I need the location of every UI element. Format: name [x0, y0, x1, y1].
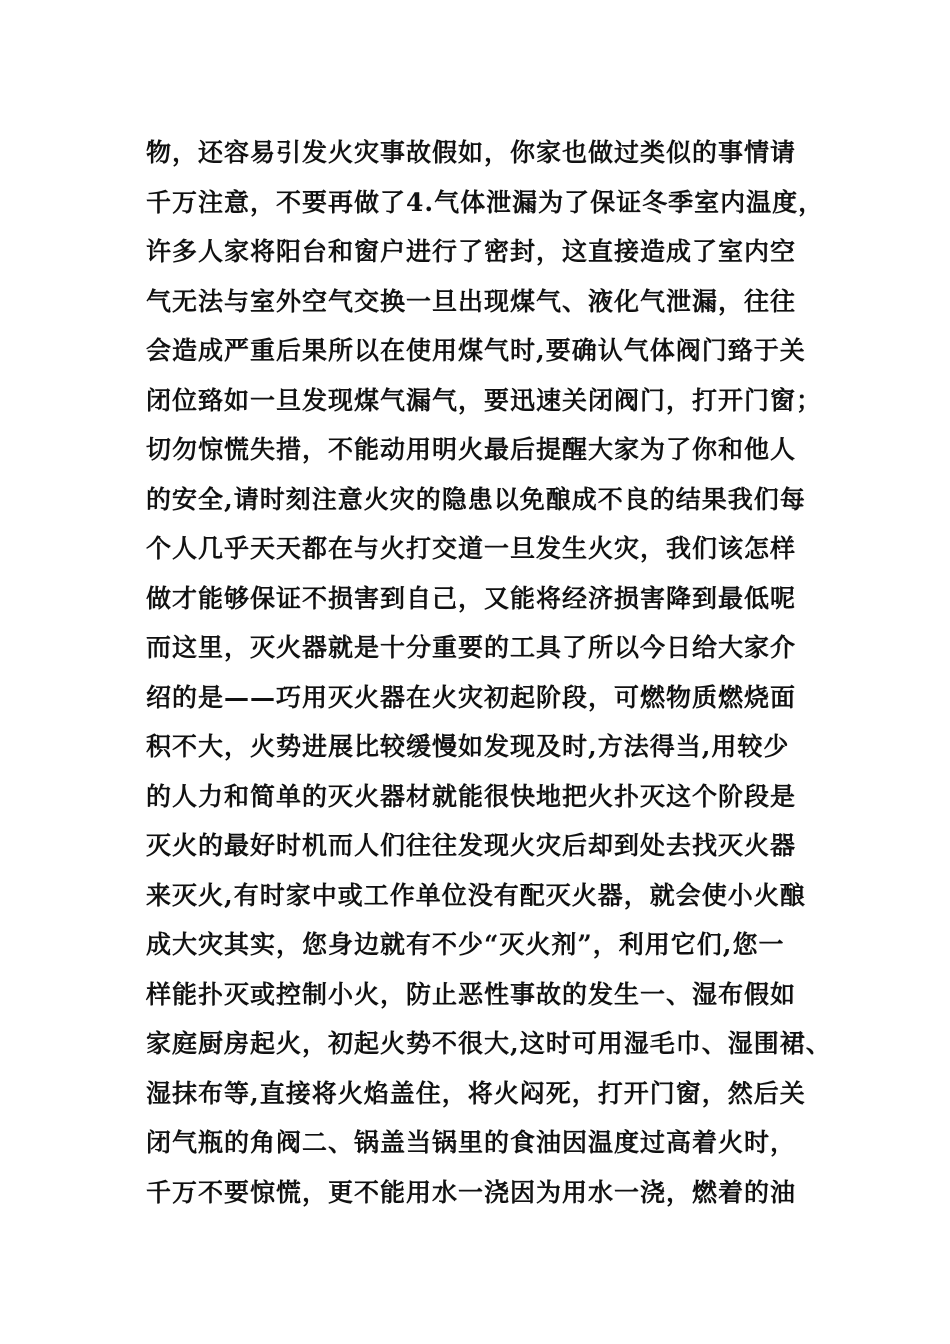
text-line-13: 积不大，火势进展比较缓慢如发现及时,方法得当,用较少: [146, 732, 790, 761]
text-line-11: 而这里，灭火器就是十分重要的工具了所以今日给大家介: [146, 633, 797, 662]
text-line-14: 的人力和简单的灭火器材就能很快地把火扑灭这个阶段是: [146, 781, 797, 811]
text-line-21: 闭气瓶的角阀二、锅盖当锅里的食油因温度过高着火时，: [146, 1128, 797, 1157]
text-line-8: 的安全,请时刻注意火灾的隐患以免酿成不良的结果我们每: [146, 484, 806, 514]
text-line-22: 千万不要惊慌，更不能用水一浇因为用水一浇，燃着的油: [146, 1177, 797, 1207]
text-line-1: 物，还容易引发火灾事故假如，你家也做过类似的事情请: [146, 138, 797, 167]
text-line-18: 样能扑灭或控制小火，防止恶性事故的发生一、湿布假如: [146, 979, 797, 1009]
body-text: [146, 128, 832, 1217]
text-line-9: 个人几乎天天都在与火打交道一旦发生火灾，我们该怎样: [146, 534, 797, 563]
text-line-12: 绍的是——巧用灭火器在火灾初起阶段，可燃物质燃烧面: [146, 682, 797, 712]
text-line-7: 切勿惊慌失措，不能动用明火最后提醒大家为了你和他人: [146, 435, 797, 464]
text-line-5: 会造成严重后果所以在使用煤气时,要确认气体阀门臵于关: [146, 336, 806, 365]
text-line-10: 做才能够保证不损害到自己，又能将经济损害降到最低呢: [146, 583, 797, 613]
text-line-15: 灭火的最好时机而人们往往发现火灾后却到处去找灭火器: [146, 831, 797, 860]
text-line-19: 家庭厨房起火，初起火势不很大,这时可用湿毛巾、湿围裙、: [146, 1029, 832, 1058]
text-line-2: 千万注意，不要再做了4.气体泄漏为了保证冬季室内温度，: [146, 187, 825, 217]
text-line-3: 许多人家将阳台和窗户进行了密封，这直接造成了室内空: [146, 237, 797, 266]
text-line-20: 湿抹布等,直接将火焰盖住，将火闷死，打开门窗，然后关: [146, 1078, 806, 1108]
text-line-4: 气无法与室外空气交换一旦出现煤气、液化气泄漏，往往: [146, 286, 797, 316]
text-line-16: 来灭火,有时家中或工作单位没有配灭火器，就会使小火酿: [146, 880, 806, 910]
text-line-6: 闭位臵如一旦发现煤气漏气，要迅速关闭阀门，打开门窗；: [146, 385, 823, 415]
text-line-17: 成大灾其实，您身边就有不少“灭火剂”，利用它们,您一: [146, 930, 785, 959]
